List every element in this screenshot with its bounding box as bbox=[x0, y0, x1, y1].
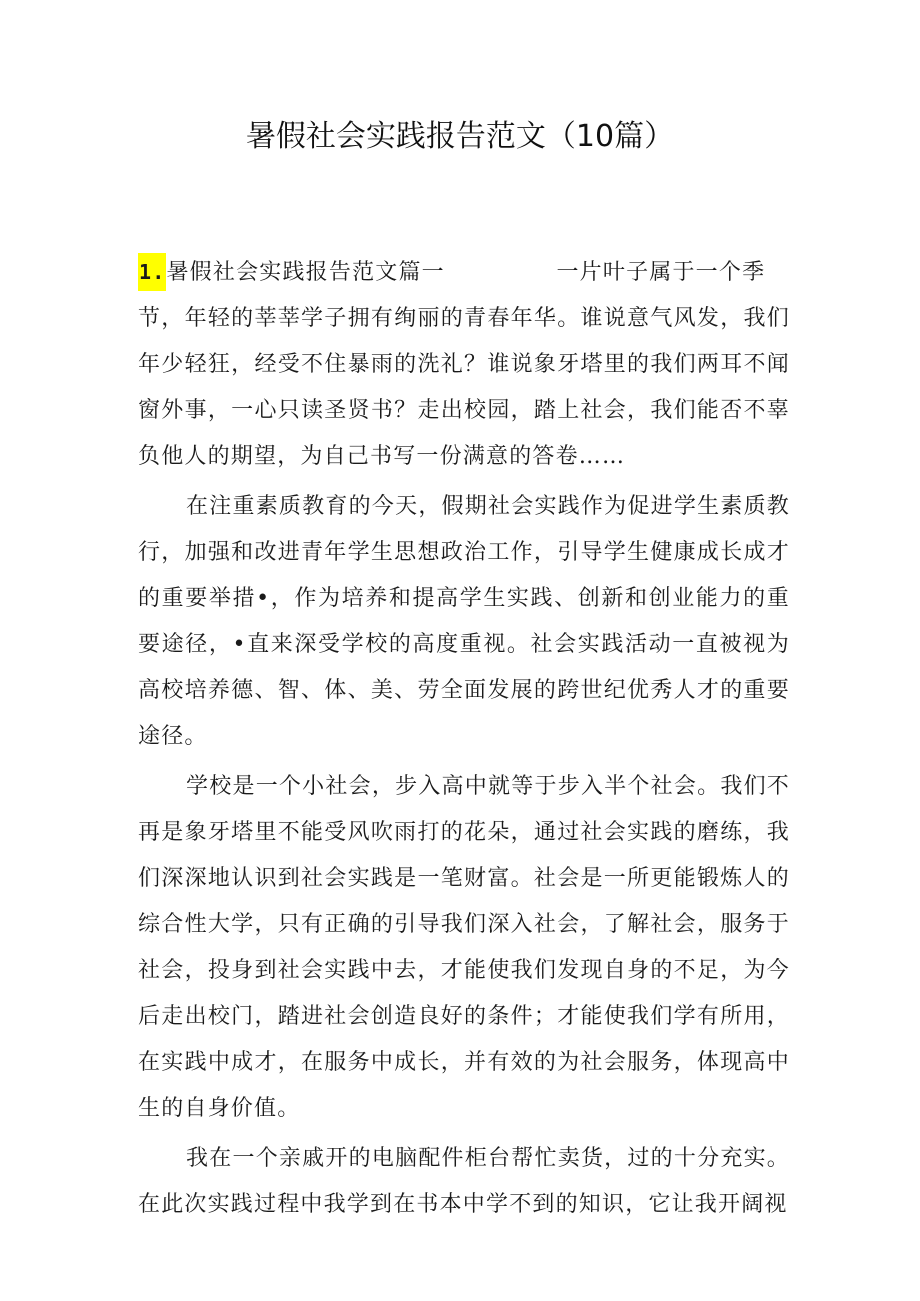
intro-paragraph bbox=[138, 250, 790, 480]
intro-text: 节，年轻的莘莘学子拥有绚丽的青春年华。谁说意气风发，我们年少轻狂，经受不住暴雨的洗礼？谁说象牙塔里的我们两耳不闻窗外事，一心只读圣贤书？走出校园，踏上社会，我们能否不辜负他人的期望，为自己书写一份满意的答卷…… bbox=[138, 306, 790, 469]
body-paragraph-2: 学校是一个小社会，步入高中就等于步入半个社会。我们不再是象牙塔里不能受风吹雨打的花朵，通过社会实践的磨练，我们深深地认识到社会实践是一笔财富。社会是一所更能锻炼人的综合性大学，只有正确的引导我们深入社会，了解社会，服务于社会，投身到社会实践中去，才能使我们发现自身的不足，为今后走出校门，踏进社会创造良好的条件；才能使我们学有所用，在实践中成才，在服务中成长，并有效的为社会服务，体现高中生的自身价值。 bbox=[138, 774, 790, 1121]
document-body bbox=[138, 250, 790, 1232]
body-paragraph-1: 在注重素质教育的今天，假期社会实践作为促进学生素质教行，加强和改进青年学生思想政治工作，引导学生健康成长成才的重要举措•，作为培养和提高学生实践、创新和创业能力的重要途径，•直来深受学校的高度重视。社会实践活动一直被视为高校培养德、智、体、美、劳全面发展的跨世纪优秀人才的重要途径。 bbox=[138, 494, 790, 749]
section-heading-line bbox=[138, 250, 790, 296]
intro-first-line: 一片叶子属于一个季 bbox=[556, 260, 766, 285]
document-title: 暑假社会实践报告范文（10篇） bbox=[245, 119, 675, 154]
section-marker: 1. bbox=[138, 253, 166, 291]
section-heading: 暑假社会实践报告范文篇一 bbox=[166, 260, 445, 285]
body-paragraph-3: 我在一个亲戚开的电脑配件柜台帮忙卖货，过的十分充实。在此次实践过程中我学到在书本中学不到的知识，它让我开阔视 bbox=[138, 1146, 790, 1217]
